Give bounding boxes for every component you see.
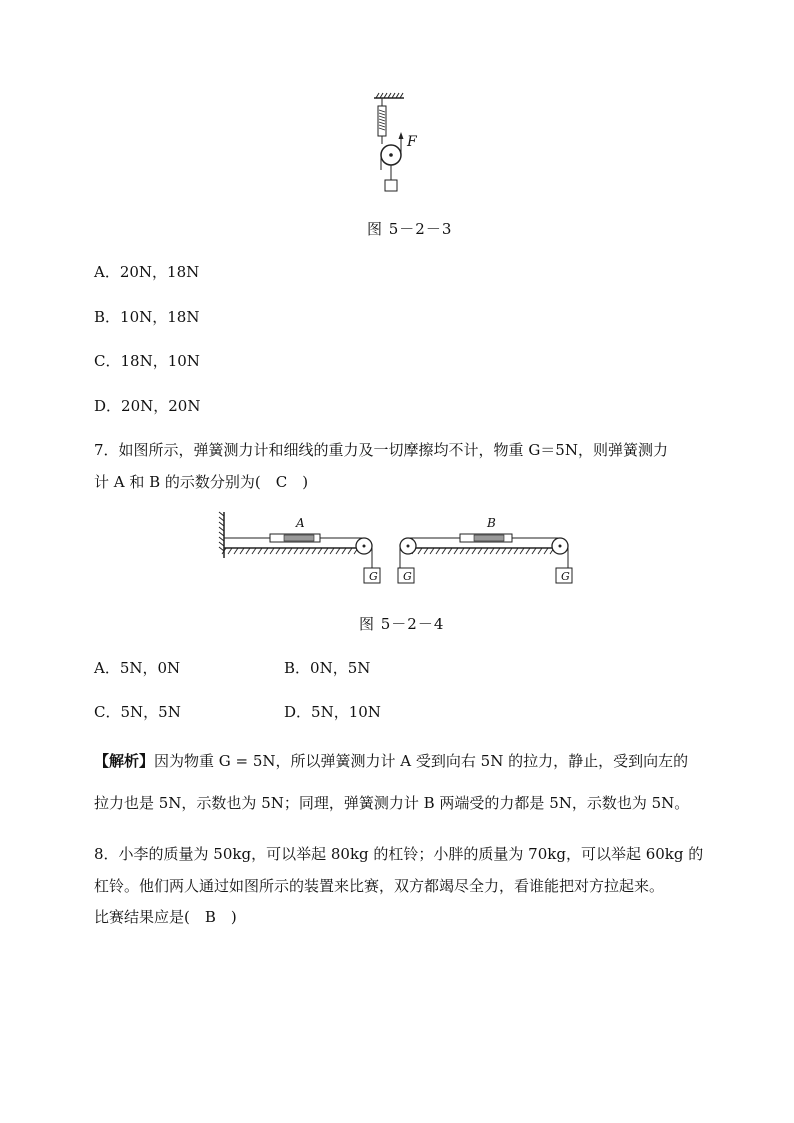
analysis-tag: 【解析】	[94, 752, 155, 770]
q7-stem-line1: 7．如图所示，弹簧测力计和细线的重力及一切摩擦均不计，物重 G＝5N，则弹簧测力	[94, 441, 668, 459]
weight-label-G-2: G	[403, 570, 412, 583]
q6-option-d: D．20N，20N	[94, 397, 201, 415]
figure-5-2-4	[212, 508, 582, 588]
force-label-F: F	[407, 134, 417, 150]
q8-stem-line2: 杠铃。他们两人通过如图所示的装置来比赛，双方都竭尽全力，看谁能把对方拉起来。	[94, 877, 665, 895]
figure-5-2-3	[360, 92, 430, 194]
balance-label-A: A	[296, 516, 305, 530]
q6-option-a: A．20N，18N	[94, 263, 200, 281]
figure-5-2-4-caption: 图 5－2－4	[359, 615, 445, 633]
q7-analysis-line1	[94, 751, 688, 771]
balance-label-B: B	[487, 516, 496, 530]
q7-stem-line2: 计 A 和 B 的示数分别为( C )	[94, 473, 309, 491]
q8-stem-line1: 8．小李的质量为 50kg，可以举起 80kg 的杠铃；小胖的质量为 70kg，可以举起 60kg 的	[94, 845, 704, 863]
analysis-text-1: 因为物重 G = 5N，所以弹簧测力计 A 受到向右 5N 的拉力，静止，受到向左的	[154, 752, 689, 770]
q7-option-d: D．5N，10N	[284, 703, 381, 721]
q6-option-c: C．18N，10N	[94, 352, 200, 370]
q8-stem-line3: 比赛结果应是( B )	[94, 908, 237, 926]
q7-option-b: B．0N，5N	[284, 659, 371, 677]
q7-option-a: A．5N，0N	[94, 659, 181, 677]
weight-label-G-1: G	[369, 570, 378, 583]
q6-option-b: B．10N，18N	[94, 308, 200, 326]
q7-analysis-line2: 拉力也是 5N，示数也为 5N；同理，弹簧测力计 B 两端受的力都是 5N，示数也为 5N。	[94, 794, 690, 812]
weight-label-G-3: G	[561, 570, 570, 583]
figure-5-2-3-caption: 图 5－2－3	[367, 220, 453, 238]
q7-option-c: C．5N，5N	[94, 703, 181, 721]
